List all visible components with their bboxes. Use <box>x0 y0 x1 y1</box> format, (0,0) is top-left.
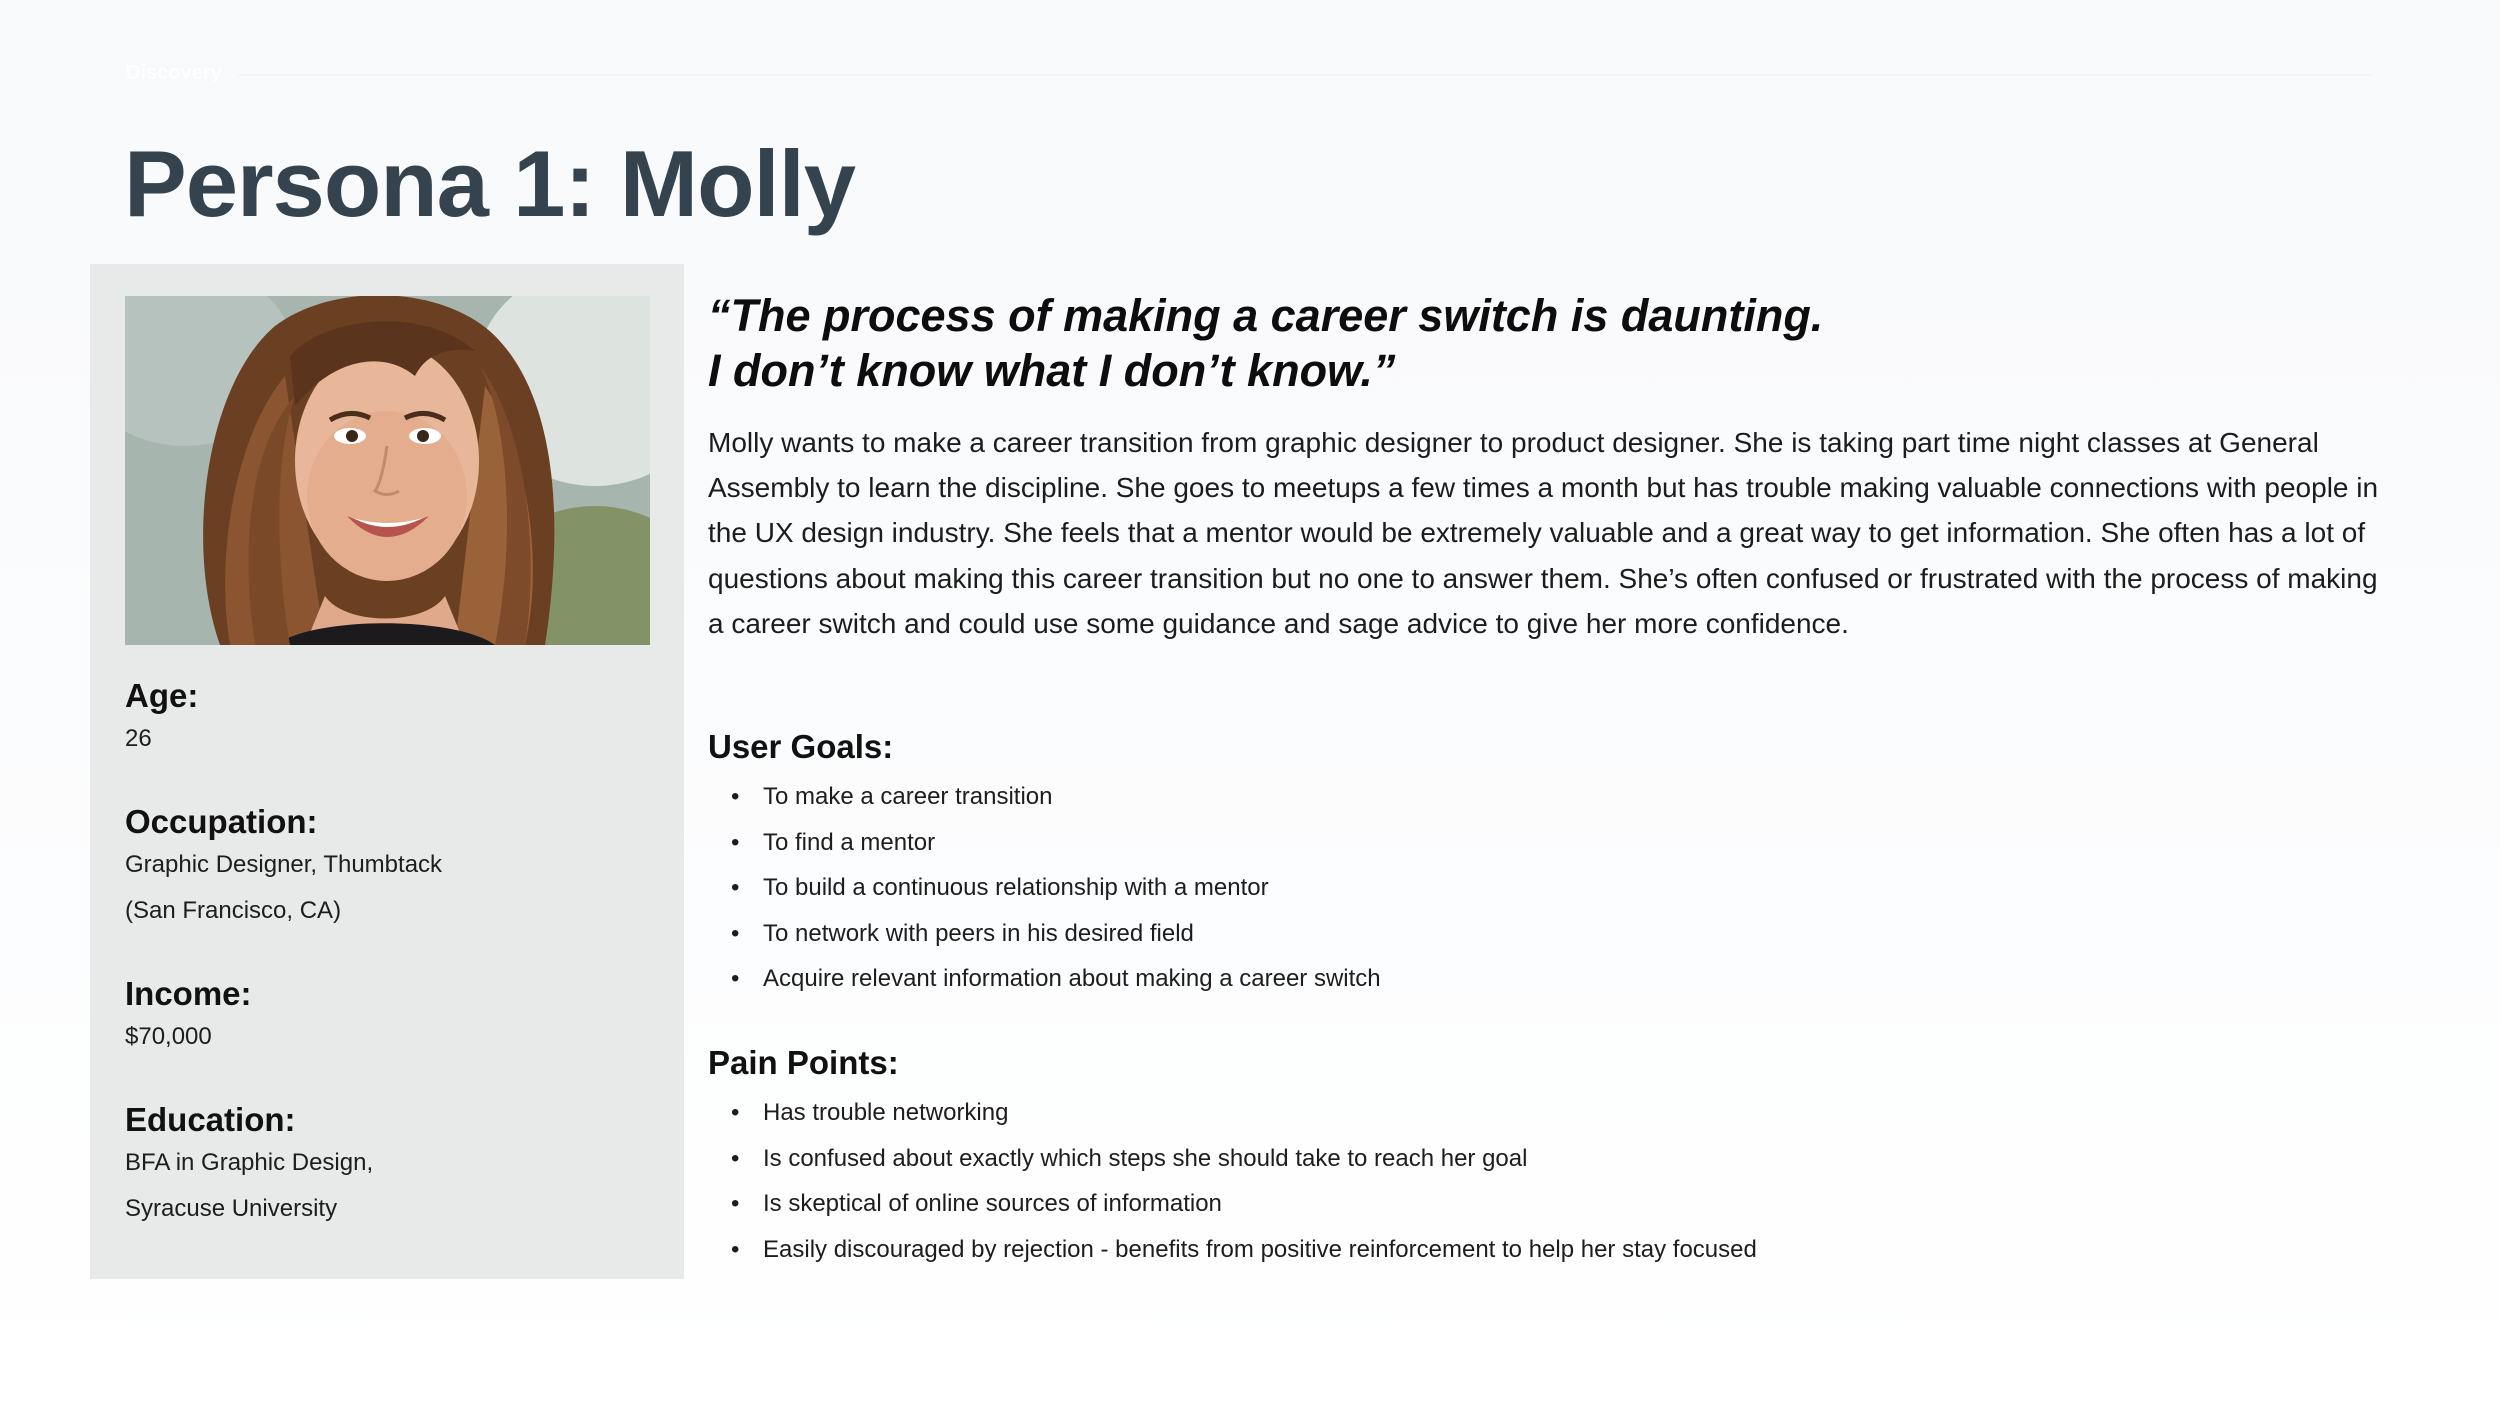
list-item <box>708 820 1381 866</box>
persona-photo <box>125 296 650 645</box>
income-label: Income: <box>125 975 252 1012</box>
income-section <box>125 974 665 1060</box>
goal-text: Acquire relevant information about making a career switch <box>763 965 1381 993</box>
list-item <box>708 1181 1757 1227</box>
pain-points-heading: Pain Points: <box>708 1044 899 1081</box>
list-item <box>708 956 1381 1002</box>
bullet-icon: • <box>731 1144 740 1172</box>
list-item <box>708 1136 1757 1182</box>
goal-text: To build a continuous relationship with a mentor <box>763 874 1269 902</box>
age-label: Age: <box>125 677 199 714</box>
education-section <box>125 1100 665 1232</box>
bullet-icon: • <box>731 828 740 856</box>
bullet-icon: • <box>731 1099 740 1126</box>
persona-profile-card <box>90 264 684 1279</box>
list-item <box>708 911 1381 957</box>
education-value-line: Syracuse University <box>125 1195 338 1222</box>
list-item <box>708 774 1381 820</box>
portrait-illustration <box>125 296 650 645</box>
goal-text: To find a mentor <box>763 828 936 856</box>
goal-text: To network with peers in his desired field <box>763 919 1194 947</box>
header-divider <box>238 74 2373 76</box>
page-title: Persona 1: Molly <box>124 131 855 236</box>
pain-point-text: Is skeptical of online sources of information <box>763 1190 1222 1218</box>
bullet-icon: • <box>731 1190 740 1218</box>
bullet-icon: • <box>731 783 740 810</box>
persona-quote <box>708 288 1823 398</box>
pain-point-text: Easily discouraged by rejection - benefits from positive reinforcement to help her stay focused <box>763 1235 1757 1263</box>
occupation-section <box>125 802 665 934</box>
list-item <box>708 865 1381 911</box>
list-item <box>708 1090 1757 1136</box>
pain-point-text: Is confused about exactly which steps she should take to reach her goal <box>763 1144 1528 1172</box>
income-value: $70,000 <box>125 1023 212 1050</box>
bullet-icon: • <box>731 965 740 993</box>
user-goals-list <box>708 774 1381 1002</box>
list-item <box>708 1227 1757 1273</box>
pain-point-text: Has trouble networking <box>763 1099 1009 1126</box>
bullet-icon: • <box>731 874 740 902</box>
age-value: 26 <box>125 725 152 752</box>
user-goals-heading: User Goals: <box>708 728 894 765</box>
age-section <box>125 676 665 762</box>
quote-line: “The process of making a career switch is daunting. <box>708 290 1824 341</box>
occupation-value-line: Graphic Designer, Thumbtack <box>125 851 443 878</box>
quote-line: I don’t know what I don’t know.” <box>708 345 1396 396</box>
education-value-line: BFA in Graphic Design, <box>125 1149 374 1176</box>
occupation-label: Occupation: <box>125 803 318 840</box>
occupation-value-line: (San Francisco, CA) <box>125 897 342 924</box>
bullet-icon: • <box>731 919 740 947</box>
persona-bio: Molly wants to make a career transition from graphic designer to product designer. She is taking part time night classes at General Assembly to learn the discipline. She goes to meetups a few times a month but has trouble making valuable connections with people in the UX design industry. She feels that a mentor would be extremely valuable and a great way to get information. She often has a lot of questions about making this career transition but no one to answer them. She’s often confused or frustrated with the process of making a career switch and could use some guidance and sage advice to give her more confidence. <box>708 427 2379 639</box>
goal-text: To make a career transition <box>763 783 1053 810</box>
education-label: Education: <box>125 1101 296 1138</box>
bullet-icon: • <box>731 1235 740 1263</box>
pain-points-list <box>708 1090 1757 1272</box>
slide-section-label: Discovery <box>126 62 222 84</box>
